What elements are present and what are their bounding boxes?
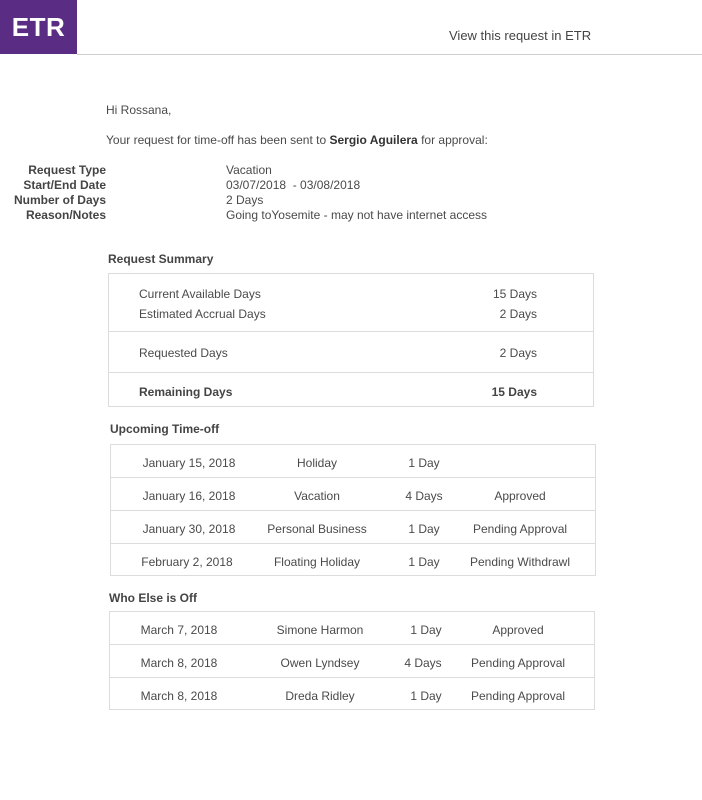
etr-logo[interactable]: ETR bbox=[0, 0, 77, 54]
approver-name: Sergio Aguilera bbox=[329, 133, 418, 147]
timeoff-type: Personal Business bbox=[267, 522, 367, 536]
colleague-date: March 8, 2018 bbox=[140, 689, 218, 703]
colleague-status: Approved bbox=[492, 623, 544, 637]
detail-value: 2 Days bbox=[226, 193, 264, 207]
table-row bbox=[111, 478, 595, 511]
detail-label: Reason/Notes bbox=[25, 208, 106, 222]
who-else-off-table bbox=[109, 611, 595, 710]
colleague-days: 1 Day bbox=[410, 623, 442, 637]
upcoming-timeoff-title: Upcoming Time-off bbox=[110, 422, 220, 436]
colleague-name: Owen Lyndsey bbox=[280, 656, 360, 670]
timeoff-days: 1 Day bbox=[408, 456, 440, 470]
estimated-accrual-label: Estimated Accrual Days bbox=[139, 307, 266, 321]
colleague-name: Simone Harmon bbox=[276, 623, 364, 637]
timeoff-date: January 30, 2018 bbox=[142, 522, 236, 536]
colleague-name: Dreda Ridley bbox=[285, 689, 355, 703]
colleague-status: Pending Approval bbox=[470, 689, 566, 703]
who-else-off-title: Who Else is Off bbox=[109, 591, 198, 605]
timeoff-type: Floating Holiday bbox=[273, 555, 361, 569]
timeoff-days: 1 Day bbox=[408, 555, 440, 569]
table-row bbox=[110, 645, 594, 678]
timeoff-type: Holiday bbox=[296, 456, 338, 470]
colleague-days: 1 Day bbox=[410, 689, 442, 703]
summary-divider bbox=[109, 372, 593, 373]
detail-value: 03/07/2018 - 03/08/2018 bbox=[226, 178, 361, 192]
colleague-date: March 8, 2018 bbox=[140, 656, 218, 670]
message-suffix: for approval: bbox=[417, 133, 488, 147]
timeoff-status: Pending Withdrawl bbox=[469, 555, 571, 569]
table-row bbox=[111, 544, 595, 577]
requested-days-label: Requested Days bbox=[139, 346, 228, 360]
table-row bbox=[110, 678, 594, 711]
view-request-link[interactable]: View this request in ETR bbox=[449, 28, 592, 43]
header-divider bbox=[77, 54, 702, 55]
timeoff-date: January 16, 2018 bbox=[142, 489, 236, 503]
timeoff-status: Pending Approval bbox=[472, 522, 568, 536]
request-summary-box bbox=[108, 273, 594, 407]
approval-message bbox=[106, 133, 488, 147]
upcoming-timeoff-table bbox=[110, 444, 596, 576]
summary-divider bbox=[109, 331, 593, 332]
table-row bbox=[110, 612, 594, 645]
table-row bbox=[111, 445, 595, 478]
remaining-days-value: 15 Days bbox=[491, 385, 537, 399]
table-row bbox=[111, 511, 595, 544]
timeoff-type: Vacation bbox=[294, 489, 340, 503]
colleague-days: 4 Days bbox=[404, 656, 442, 670]
colleague-date: March 7, 2018 bbox=[140, 623, 218, 637]
detail-value: Vacation bbox=[226, 163, 272, 177]
detail-label: Start/End Date bbox=[23, 178, 106, 192]
requested-days-value: 2 Days bbox=[499, 346, 537, 360]
greeting: Hi Rossana, bbox=[106, 103, 172, 117]
timeoff-status: Approved bbox=[494, 489, 546, 503]
timeoff-days: 1 Day bbox=[408, 522, 440, 536]
remaining-days-label: Remaining Days bbox=[139, 385, 233, 399]
current-available-value: 15 Days bbox=[492, 287, 537, 301]
message-prefix: Your request for time-off has been sent to bbox=[106, 133, 330, 147]
request-summary-title: Request Summary bbox=[108, 252, 214, 266]
timeoff-date: January 15, 2018 bbox=[142, 456, 236, 470]
estimated-accrual-value: 2 Days bbox=[499, 307, 537, 321]
detail-label: Request Type bbox=[28, 163, 106, 177]
colleague-status: Pending Approval bbox=[470, 656, 566, 670]
detail-value: Going toYosemite - may not have internet access bbox=[226, 208, 488, 222]
current-available-label: Current Available Days bbox=[139, 287, 261, 301]
detail-label: Number of Days bbox=[13, 193, 106, 207]
timeoff-date: February 2, 2018 bbox=[141, 555, 233, 569]
timeoff-days: 4 Days bbox=[405, 489, 443, 503]
